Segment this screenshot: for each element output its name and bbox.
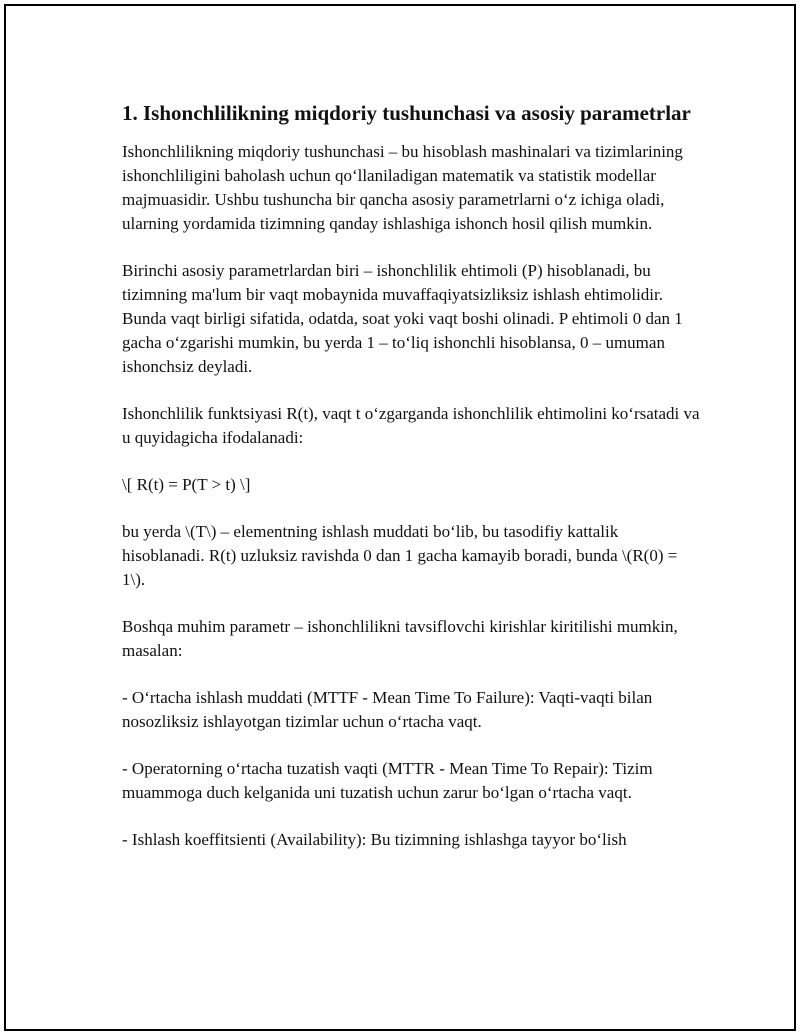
paragraph-intro: Ishonchlilikning miqdoriy tushunchasi – bu hisoblash mashinalari va tizimlarining ishonchliligini baholash uchun qo‘llaniladigan matematik va statistik modellar majmuasidir. Ushbu tushuncha bir qancha asosiy parametrlarni o‘z ichiga oladi, ularning yordamida tizimning qanday ishlashiga ishonch hosil qilish mumkin. bbox=[122, 142, 683, 233]
list-item-availability: - Ishlash koeffitsienti (Availability): Bu tizimning ishlashga tayyor bo‘lish bbox=[122, 830, 627, 849]
paragraph-formula-explanation: bu yerda \(T\) – elementning ishlash muddati bo‘lib, bu tasodifiy kattalik hisoblanadi. R(t) uzluksiz ravishda 0 dan 1 gacha kamayib boradi, bunda \(R(0) = 1\). bbox=[122, 522, 678, 589]
document-content bbox=[122, 99, 702, 875]
list-item-mttr: - Operatorning o‘rtacha tuzatish vaqti (MTTR - Mean Time To Repair): Tizim muammoga duch kelganida uni tuzatish uchun zarur bo‘lgan o‘rtacha vaqt. bbox=[122, 759, 653, 802]
paragraph-other-parameters: Boshqa muhim parametr – ishonchlilikni tavsiflovchi kirishlar kiritilishi mumkin, masalan: bbox=[122, 617, 678, 660]
paragraph-reliability-probability: Birinchi asosiy parametrlardan biri – ishonchlilik ehtimoli (P) hisoblanadi, bu tizimning ma'lum bir vaqt mobaynida muvaffaqiyatsizliksiz ishlash ehtimolidir. Bunda vaqt birligi sifatida, odatda, soat yoki vaqt boshi olinadi. P ehtimoli 0 dan 1 gacha o‘zgarishi mumkin, bu yerda 1 – to‘liq ishonchli hisoblansa, 0 – umuman ishonchsiz deyladi. bbox=[122, 261, 683, 376]
list-item-mttf: - O‘rtacha ishlash muddati (MTTF - Mean Time To Failure): Vaqti-vaqti bilan nosozliksiz ishlayotgan tizimlar uchun o‘rtacha vaqt. bbox=[122, 688, 653, 731]
formula-line: \[ R(t) = P(T > t) \] bbox=[122, 475, 251, 494]
paragraph-reliability-function: Ishonchlilik funktsiyasi R(t), vaqt t o‘zgarganda ishonchlilik ehtimolini ko‘rsatadi va u quyidagicha ifodalanadi: bbox=[122, 404, 700, 447]
document-page bbox=[4, 4, 796, 1031]
section-title: 1. Ishonchlilikning miqdoriy tushunchasi va asosiy parametrlar bbox=[122, 101, 691, 125]
